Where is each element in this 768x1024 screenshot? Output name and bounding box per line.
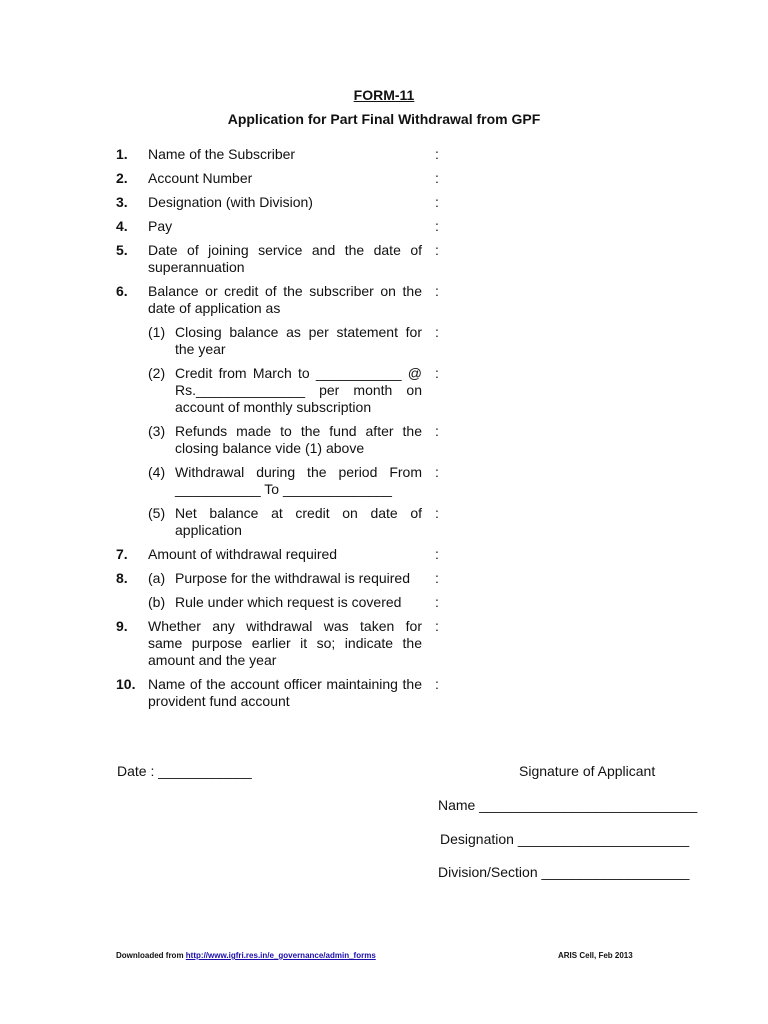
- footer-source-link[interactable]: http://www.igfri.res.in/e_governance/admin_forms: [185, 951, 376, 960]
- form-item-6: [116, 283, 446, 539]
- item-colon: :: [435, 546, 439, 562]
- sub-item-8-b: [116, 594, 446, 611]
- sub-item-label: (5): [148, 505, 166, 521]
- footer-source: [116, 951, 376, 960]
- sub-item-label: (2): [148, 365, 166, 381]
- form-item-8: [116, 570, 446, 611]
- item-label: Name of the Subscriber: [148, 146, 296, 162]
- item-colon: :: [435, 505, 439, 521]
- sub-item-text: Closing balance as per statement for the year: [175, 324, 422, 357]
- item-colon: :: [435, 242, 439, 258]
- form-title: Application for Part Final Withdrawal from GPF: [227, 111, 541, 127]
- item-colon: :: [435, 594, 439, 610]
- item-number: 4.: [116, 218, 128, 234]
- item-number: 8.: [116, 570, 128, 586]
- sub-item-6-2: [116, 365, 446, 416]
- item-colon: :: [435, 324, 439, 340]
- form-item-9: [116, 618, 446, 669]
- item-colon: :: [435, 464, 439, 480]
- item-number: 9.: [116, 618, 128, 634]
- item-number: 6.: [116, 283, 128, 299]
- name-field: Name ____________________________: [438, 797, 698, 813]
- item-number: 1.: [116, 146, 128, 162]
- sub-item-8-a: [116, 570, 446, 587]
- sub-item-label: (3): [148, 423, 166, 439]
- item-number: 7.: [116, 546, 128, 562]
- form-item-7: [116, 546, 446, 563]
- item-colon: :: [435, 218, 439, 234]
- sub-item-6-4: [116, 464, 446, 498]
- sub-item-text: Withdrawal during the period From ___________ To ______________: [175, 464, 422, 497]
- item-label: Designation (with Division): [148, 194, 313, 210]
- item-number: 5.: [116, 242, 128, 258]
- item-colon: :: [435, 170, 439, 186]
- item-colon: :: [435, 570, 439, 586]
- item-colon: :: [435, 365, 439, 381]
- title-block: [0, 86, 768, 128]
- form-number: FORM-11: [353, 87, 415, 103]
- form-item-2: [116, 170, 446, 187]
- sub-item-label: (b): [148, 594, 166, 610]
- item-number: 10.: [116, 676, 136, 692]
- signature-label: Signature of Applicant: [519, 763, 656, 779]
- sub-item-text: Rule under which request is covered: [175, 594, 402, 610]
- form-item-4: [116, 218, 446, 235]
- sub-item-text: Credit from March to ___________ @ Rs.______________ per month on account of monthly subscription: [175, 365, 422, 415]
- form-item-5: [116, 242, 446, 276]
- sub-item-text: Refunds made to the fund after the closing balance vide (1) above: [175, 423, 422, 456]
- item-label: Name of the account officer maintaining the provident fund account: [148, 676, 422, 709]
- item-label: Pay: [148, 218, 173, 234]
- item-number: 3.: [116, 194, 128, 210]
- sub-item-text: Net balance at credit on date of application: [175, 505, 422, 538]
- item-colon: :: [435, 676, 439, 692]
- item-colon: :: [435, 423, 439, 439]
- sub-item-text: Purpose for the withdrawal is required: [175, 570, 411, 586]
- item-label: Balance or credit of the subscriber on the date of application as: [148, 283, 422, 316]
- footer-downloaded-label: Downloaded from: [116, 951, 184, 960]
- item-number: 2.: [116, 170, 128, 186]
- item-colon: :: [435, 283, 439, 299]
- date-field: Date : ____________: [117, 763, 252, 779]
- item-label: Account Number: [148, 170, 253, 186]
- form-item-3: [116, 194, 446, 211]
- sub-item-label: (1): [148, 324, 166, 340]
- sub-item-label: (a): [148, 570, 166, 586]
- form-items: [116, 146, 446, 717]
- designation-field: Designation ______________________: [440, 831, 690, 847]
- division-section-field: Division/Section ___________________: [438, 864, 690, 880]
- item-colon: :: [435, 194, 439, 210]
- sub-item-6-1: [116, 324, 446, 358]
- item-colon: :: [435, 146, 439, 162]
- form-item-1: [116, 146, 446, 163]
- item-label: Whether any withdrawal was taken for same purpose earlier it so; indicate the amount and the year: [148, 618, 422, 668]
- form-item-10: [116, 676, 446, 710]
- item-colon: :: [435, 618, 439, 634]
- item-label: Amount of withdrawal required: [148, 546, 338, 562]
- item-label: Date of joining service and the date of superannuation: [148, 242, 422, 275]
- footer-credit: ARIS Cell, Feb 2013: [558, 951, 633, 960]
- sub-item-6-5: [116, 505, 446, 539]
- sub-item-6-3: [116, 423, 446, 457]
- sub-item-label: (4): [148, 464, 166, 480]
